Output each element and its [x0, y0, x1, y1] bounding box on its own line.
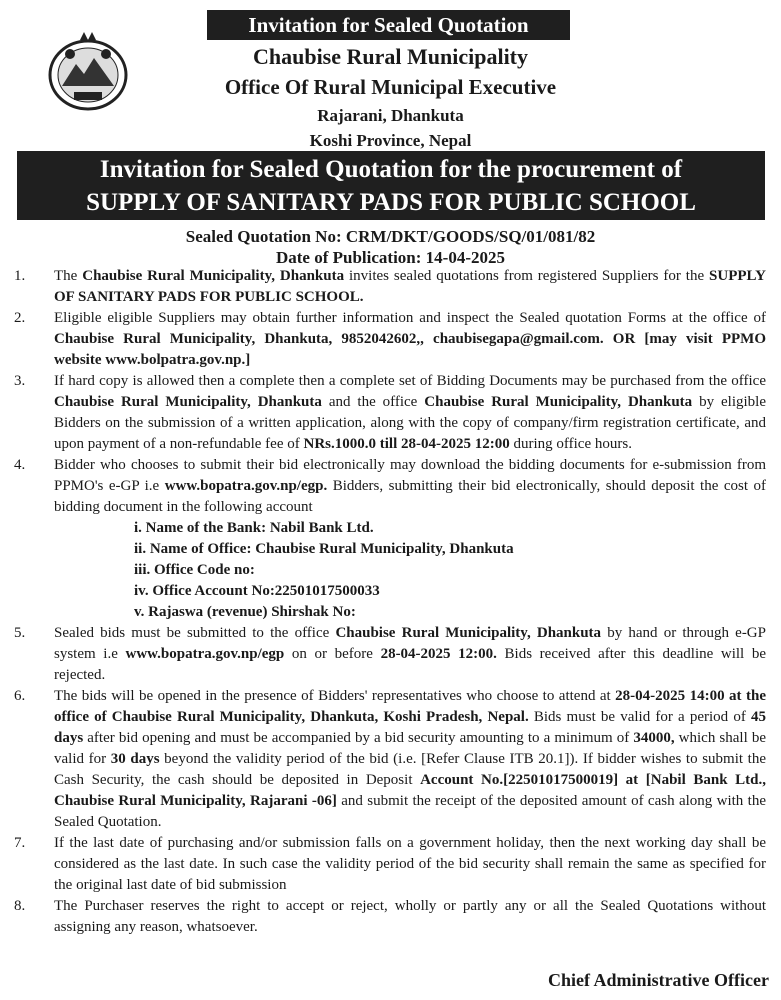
- title-line-2: SUPPLY OF SANITARY PADS FOR PUBLIC SCHOOL: [86, 189, 696, 216]
- list-item: [14, 455, 766, 518]
- office-code: iii. Office Code no:: [134, 562, 255, 578]
- item-text: Bidder who chooses to submit their bid electronically may download the bidding documents for e-submission from PPMO's e-GP i.e www.bopatra.gov.np/egp. Bidders, submitting their bid electronically, should deposit the cost of bidding document in the following account: [54, 457, 766, 515]
- item-number: 2.: [14, 310, 26, 326]
- bank-details: [14, 518, 766, 623]
- bank-name: i. Name of the Bank: Nabil Bank Ltd.: [134, 520, 374, 536]
- list-item: [14, 371, 766, 455]
- notice-body: [14, 266, 766, 938]
- office-account: iv. Office Account No:22501017500033: [134, 583, 380, 599]
- office-name: Office Of Rural Municipal Executive: [224, 75, 557, 99]
- revenue-heading: v. Rajaswa (revenue) Shirshak No:: [134, 604, 356, 620]
- publication-date: Date of Publication: 14-04-2025: [275, 248, 505, 267]
- item-number: 8.: [14, 898, 26, 914]
- signature: Chief Administrative Officer: [548, 970, 769, 990]
- item-text: The Purchaser reserves the right to accept or reject, wholly or partly any or all the Sealed Quotations without assigning any reason, whatsoever.: [54, 898, 766, 935]
- quotation-number: Sealed Quotation No: CRM/DKT/GOODS/SQ/01/081/82: [185, 227, 596, 246]
- banner: Invitation for Sealed Quotation: [207, 10, 570, 40]
- list-item: [14, 308, 766, 371]
- list-item: [14, 686, 766, 833]
- item-number: 6.: [14, 688, 26, 704]
- province: Koshi Province, Nepal: [309, 131, 472, 150]
- office-name-detail: ii. Name of Office: Chaubise Rural Municipality, Dhankuta: [134, 541, 514, 557]
- item-number: 4.: [14, 457, 26, 473]
- location: Rajarani, Dhankuta: [317, 106, 464, 125]
- item-text: The bids will be opened in the presence of Bidders' representatives who choose to attend at 28-04-2025 14:00 at the office of Chaubise Rural Municipality, Dhankuta, Koshi Pradesh, Nepal. Bids must be valid for a period of 45 days after bid opening and must be accompanied by a bid security amounting to a minimum of 34000, which shall be valid for 30 days beyond the validity period of the bid (i.e. [Refer Clause ITB 20.1]). If bidder wishes to submit the Cash Security, the cash should be deposited in Deposit Account No.[22501017500019] at [Nabil Bank Ltd., Chaubise Rural Municipality, Rajarani -06] and submit the receipt of the deposited amount of cash along with the Sealed Quotation.: [54, 688, 767, 830]
- list-item: [14, 623, 766, 686]
- list-item: [14, 833, 766, 896]
- list-item: [14, 896, 766, 938]
- list-item: [14, 266, 766, 308]
- org-name: Chaubise Rural Municipality: [252, 44, 529, 69]
- title-box: [17, 151, 765, 220]
- item-text: Sealed bids must be submitted to the office Chaubise Rural Municipality, Dhankuta by hand or through e-GP system i.e www.bopatra.gov.np/egp on or before 28-04-2025 12:00. Bids received after this deadline will be rejected.: [54, 625, 766, 683]
- item-number: 1.: [14, 268, 26, 284]
- item-number: 3.: [14, 373, 26, 389]
- item-text: Eligible eligible Suppliers may obtain further information and inspect the Sealed quotation Forms at the office of Chaubise Rural Municipality, Dhankuta, 9852042602,, chaubisegapa@gmail.com. OR [may visit PPMO website www.bolpatra.gov.np.]: [54, 310, 766, 368]
- item-number: 7.: [14, 835, 26, 851]
- item-text: If the last date of purchasing and/or submission falls on a government holiday, then the next working day shall be considered as the last date. In such case the validity period of the bid security shall remain the same as specified for the original last date of bid submission: [54, 835, 766, 893]
- item-text: The Chaubise Rural Municipality, Dhankuta invites sealed quotations from registered Suppliers for the SUPPLY OF SANITARY PADS FOR PUBLIC SCHOOL.: [54, 268, 766, 305]
- item-number: 5.: [14, 625, 26, 641]
- item-text: If hard copy is allowed then a complete then a complete set of Bidding Documents may be purchased from the office Chaubise Rural Municipality, Dhankuta and the office Chaubise Rural Municipality, Dhankuta by eligible Bidders on the submission of a written application, along with the copy of company/firm registration certificate, and upon payment of a non-refundable fee of NRs.1000.0 till 28-04-2025 12:00 during office hours.: [54, 373, 766, 452]
- title-line-1: Invitation for Sealed Quotation for the procurement of: [99, 156, 683, 183]
